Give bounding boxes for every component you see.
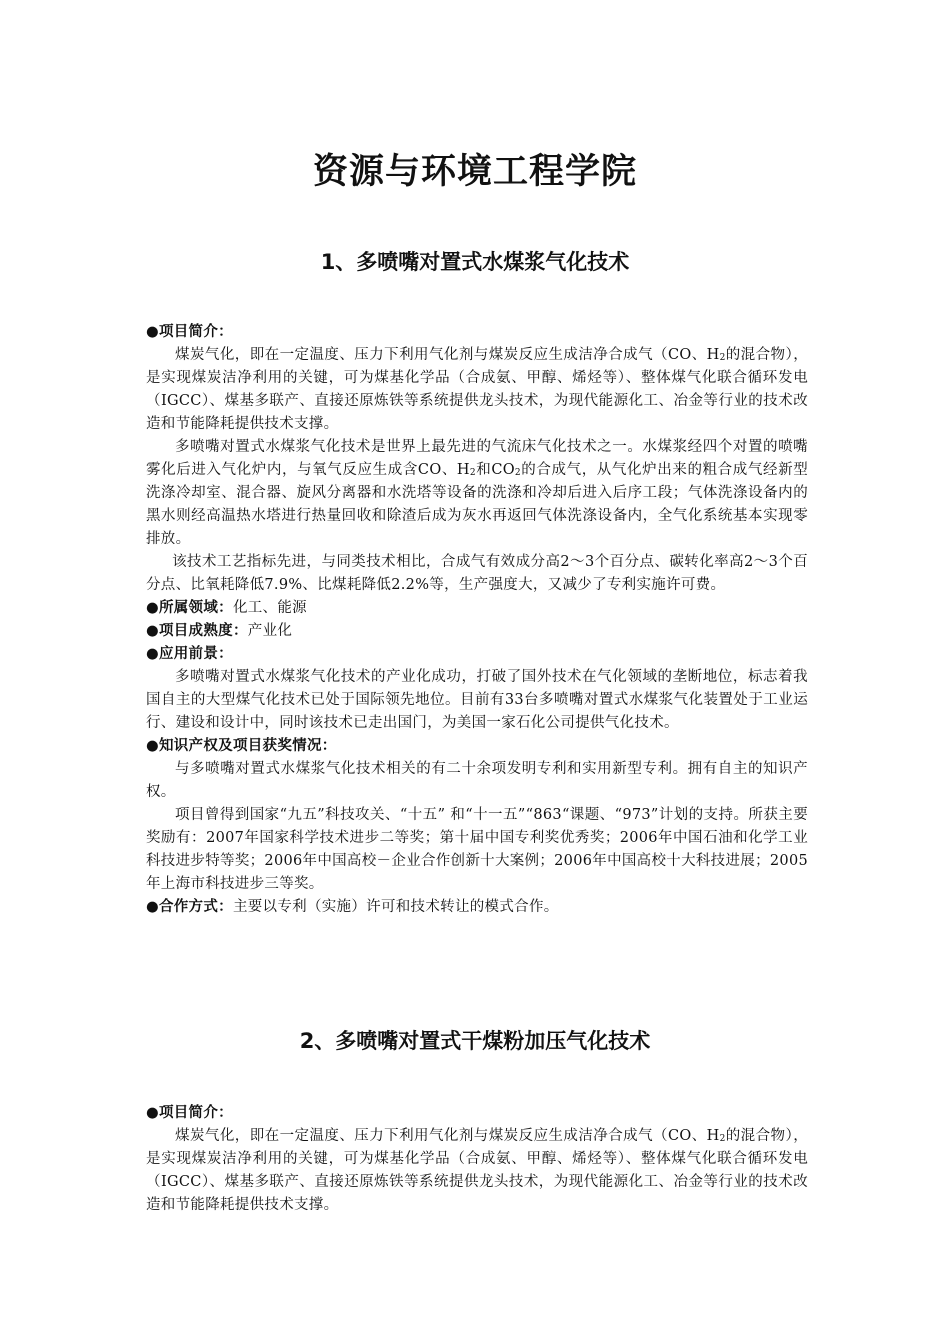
maturity-value: 产业化 <box>247 623 293 639</box>
intro-paragraph-3: 该技术工艺指标先进，与同类技术相比，合成气有效成分高2～3个百分点、碳转化率高2～3个百分点、比氧耗降低7.9%、比煤耗降低2.2%等，生产强度大，又减少了专利实施许可费。 <box>146 554 808 593</box>
prospect-paragraph: 多喷嘴对置式水煤浆气化技术的产业化成功，打破了国外技术在气化领域的垄断地位，标志着我国自主的大型煤气化技术已处于国际领先地位。目前有33台多喷嘴对置式水煤浆气化装置处于工业运行、建设和设计中，同时该技术已走出国门，为美国一家石化公司提供气化技术。 <box>146 669 808 731</box>
coop-value: 主要以专利（实施）许可和技术转让的模式合作。 <box>232 899 559 915</box>
intro-label-2: 项目简介： <box>158 1105 233 1121</box>
intro-paragraph-2: 多喷嘴对置式水煤浆气化技术是世界上最先进的气流床气化技术之一。水煤浆经四个对置的喷嘴雾化后进入气化炉内，与氧气反应生成含CO、$H_2$和$CO_2$的合成气，从气化炉出来的粗合成气经新型洗涤冷却室、混合器、旋风分离器和水洗塔等设备的洗涤和冷却后进入后序工段；气体洗涤设备内的黑水则经高温热水塔进行热量回收和除渣后成为灰水再返回气体洗涤设备内，全气化系统基本实现零排放。 <box>146 439 808 547</box>
bullet-icon: ● <box>146 324 159 340</box>
section-2-body <box>146 1102 808 1217</box>
field-label: 所属领域： <box>158 600 233 616</box>
maturity-item <box>146 620 808 643</box>
bullet-icon: ● <box>146 600 159 616</box>
ip-paragraph-2: 项目曾得到国家“九五”科技攻关、“十五” 和“十一五”“863“课题、“973”计划的支持。所获主要奖励有：2007年国家科学技术进步二等奖；第十届中国专利奖优秀奖；2006年中国石油和化学工业科技进步特等奖；2006年中国高校－企业合作创新十大案例；2006年中国高校十大科技进展；2005年上海市科技进步三等奖。 <box>146 807 808 892</box>
page-title: 资源与环境工程学院 <box>312 152 637 192</box>
intro-paragraph-1: 煤炭气化，即在一定温度、压力下利用气化剂与煤炭反应生成洁净合成气（CO、$H_2$的混合物），是实现煤炭洁净利用的关键，可为煤基化学品（合成氨、甲醇、烯烃等）、整体煤气化联合循环发电（IGCC）、煤基多联产、直接还原炼铁等系统提供龙头技术，为现代能源化工、冶金等行业的技术改造和节能降耗提供技术支撑。 <box>146 347 808 432</box>
bullet-icon: ● <box>146 1105 159 1121</box>
bullet-icon: ● <box>146 646 159 662</box>
bullet-icon: ● <box>146 899 159 915</box>
maturity-label: 项目成熟度： <box>158 623 248 639</box>
intro-paragraph-2-1: 煤炭气化，即在一定温度、压力下利用气化剂与煤炭反应生成洁净合成气（CO、$H_2$的混合物），是实现煤炭洁净利用的关键，可为煤基化学品（合成氨、甲醇、烯烃等）、整体煤气化联合循环发电（IGCC）、煤基多联产、直接还原炼铁等系统提供龙头技术，为现代能源化工、冶金等行业的技术改造和节能降耗提供技术支撑。 <box>146 1128 808 1213</box>
field-value: 化工、能源 <box>232 600 307 616</box>
ip-item <box>146 735 808 758</box>
section-2-heading: 2、多喷嘴对置式干煤粉加压气化技术 <box>299 1029 651 1053</box>
field-item <box>146 597 808 620</box>
intro-item <box>146 321 808 344</box>
bullet-icon: ● <box>146 623 159 639</box>
coop-label: 合作方式： <box>158 899 233 915</box>
bullet-icon: ● <box>146 738 159 754</box>
section-1-body <box>146 321 808 919</box>
ip-label: 知识产权及项目获奖情况： <box>158 738 337 754</box>
prospect-item <box>146 643 808 666</box>
intro-label: 项目简介： <box>158 324 233 340</box>
intro-item-2 <box>146 1102 808 1125</box>
ip-paragraph-1: 与多喷嘴对置式水煤浆气化技术相关的有二十余项发明专利和实用新型专利。拥有自主的知识产权。 <box>146 761 808 800</box>
section-1-heading: 1、多喷嘴对置式水煤浆气化技术 <box>320 250 630 274</box>
prospect-label: 应用前景： <box>158 646 233 662</box>
coop-item <box>146 896 808 919</box>
